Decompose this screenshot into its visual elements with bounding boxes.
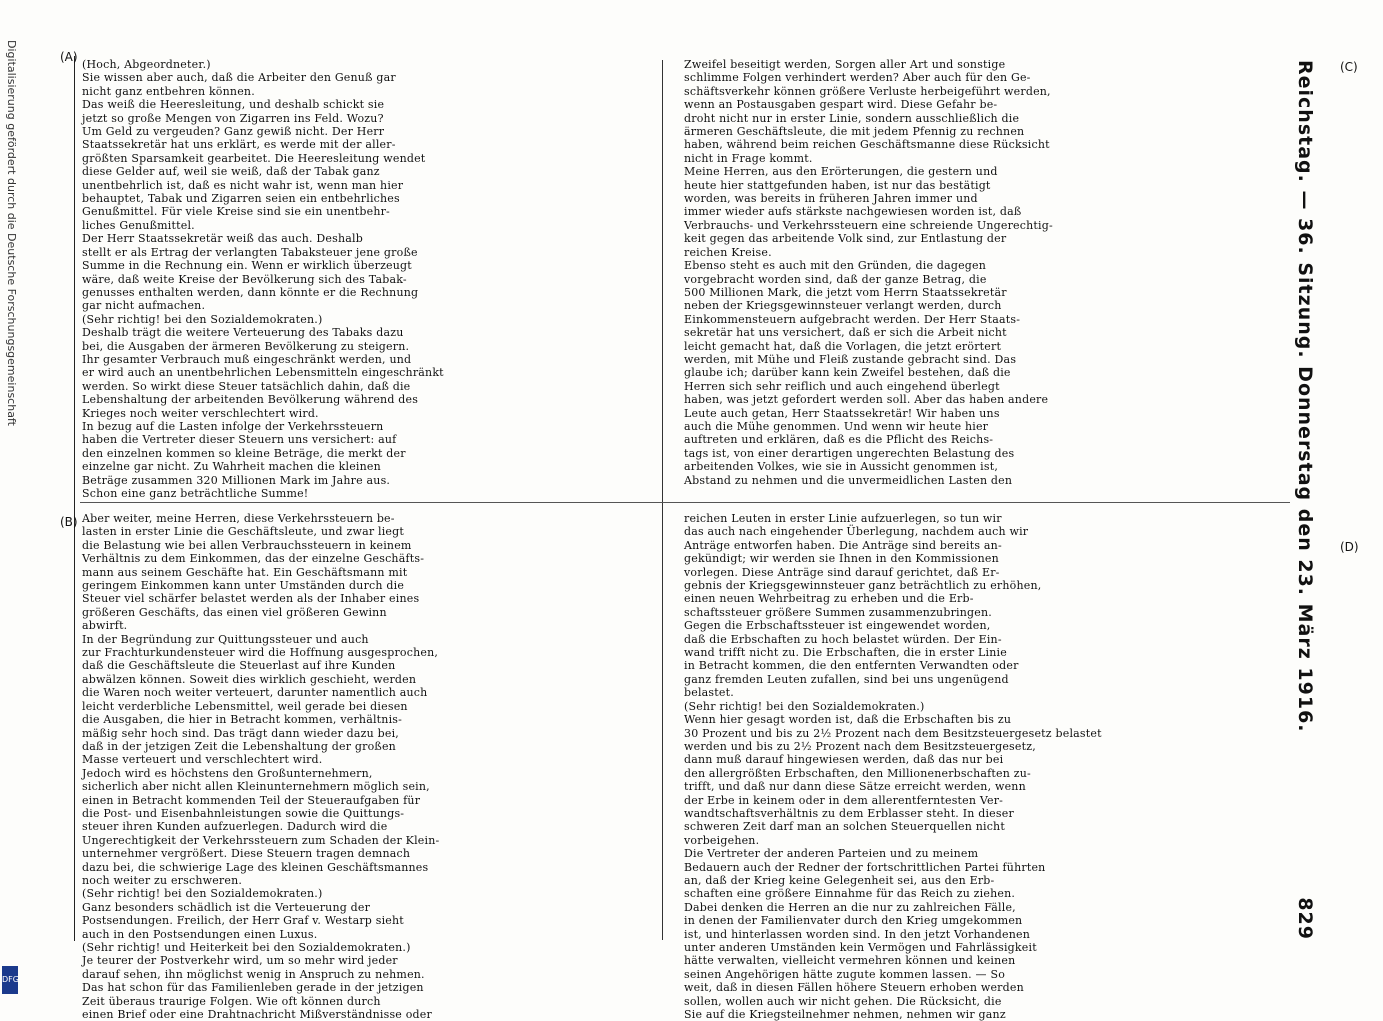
text-line: sicherlich aber nicht allen Kleinunternehmern möglich sein, (82, 780, 430, 794)
text-line: Abstand zu nehmen und die unvermeidlichen Lasten den (684, 473, 1013, 487)
text-line: neben der Kriegsgewinnsteuer verlangt werden, durch (684, 299, 1002, 313)
text-line: immer wieder aufs stärkste nachgewiesen worden ist, daß (684, 205, 1022, 219)
text-line: vorgebracht worden sind, daß der ganze Betrag, die (684, 272, 987, 286)
text-line: tags ist, von einer derartigen ungerechten Belastung des (684, 446, 1015, 460)
text-line: auftreten und erklären, daß es die Pflicht des Reichs- (684, 433, 994, 447)
text-line: Dabei denken die Herren an die nur zu zahlreichen Fälle, (684, 900, 1016, 914)
text-line: zur Frachturkundensteuer wird die Hoffnung ausgesprochen, (82, 646, 439, 660)
text-line: Um Geld zu vergeuden? Ganz gewiß nicht. Der Herr (82, 125, 385, 139)
text-line: lasten in erster Linie die Geschäftsleute, und zwar liegt (82, 525, 404, 539)
text-line: hätte verwalten, vielleicht vermehren können und keinen (684, 954, 1016, 968)
text-line: Beträge zusammen 320 Millionen Mark im Jahre aus. (82, 473, 391, 487)
text-line: Postsendungen. Freilich, der Herr Graf v. Westarp sieht (82, 914, 404, 928)
text-line: Steuer viel schärfer belastet werden als der Inhaber eines (82, 592, 420, 606)
text-line: Lebenshaltung der arbeitenden Bevölkerung während des (82, 393, 419, 407)
text-line: jetzt so große Mengen von Zigarren ins Feld. Wozu? (82, 111, 384, 125)
text-line: Genußmittel. Für viele Kreise sind sie ein unentbehr- (82, 205, 390, 219)
text-line: wäre, daß weite Kreise der Bevölkerung sich des Tabak- (82, 272, 407, 286)
text-line: Bedauern auch der Redner der fortschrittlichen Partei führten (684, 860, 1046, 874)
text-line: gar nicht aufmachen. (82, 299, 206, 313)
page-header (1290, 60, 1316, 940)
text-line: Herren sich sehr reiflich und auch eingehend überlegt (684, 379, 1000, 393)
text-line: Krieges noch weiter verschlechtert wird. (82, 406, 319, 420)
text-line: die Belastung wie bei allen Verbrauchssteuern in keinem (82, 538, 412, 552)
text-line: Sie wissen aber auch, daß die Arbeiter den Genuß gar (82, 71, 396, 85)
page-number: 829 (1294, 897, 1316, 940)
text-line: Verhältnis zu dem Einkommen, das der einzelne Geschäfts- (82, 552, 425, 566)
text-line: schaften eine größere Einnahme für das Reich zu ziehen. (684, 887, 1016, 901)
text-line: Deshalb trägt die weitere Verteuerung des Tabaks dazu (82, 326, 404, 340)
text-line: vorbeigehen. (684, 833, 760, 847)
text-line: werden und bis zu 2½ Prozent nach dem Besitzsteuergesetz, (684, 739, 1036, 753)
text-line: belastet. (684, 686, 734, 700)
digitization-text: Digitalisierung gefördert durch die Deutsche Forschungsgemeinschaft (5, 40, 18, 426)
text-line: (Sehr richtig! und Heiterkeit bei den Sozialdemokraten.) (82, 941, 411, 954)
text-line: darauf sehen, ihn möglichst wenig in Anspruch zu nehmen. (82, 967, 425, 981)
text-line: droht nicht nur in erster Linie, sondern ausschließlich die (684, 111, 1020, 125)
text-line: behauptet, Tabak und Zigarren seien ein entbehrliches (82, 192, 400, 206)
text-line: Je teurer der Postverkehr wird, um so mehr wird jeder (82, 954, 398, 968)
margin-mark-d: (D) (1340, 540, 1359, 554)
text-line: werden, mit Mühe und Fleiß zustande gebracht sind. Das (684, 352, 1017, 366)
text-line: auch in den Postsendungen einen Luxus. (82, 927, 318, 941)
margin-mark-c: (C) (1340, 60, 1358, 74)
text-line: ärmeren Geschäftsleute, die mit jedem Pfennig zu rechnen (684, 125, 1025, 139)
text-line: bei, die Ausgaben der ärmeren Bevölkerung zu steigern. (82, 339, 410, 353)
text-line: mann aus seinem Geschäfte hat. Ein Geschäftsmann mit (82, 565, 408, 579)
text-line: sekretär hat uns versichert, daß er sich die Arbeit nicht (684, 326, 1007, 340)
margin-mark-a: (A) (60, 50, 78, 64)
text-line: In der Begründung zur Quittungssteuer und auch (82, 632, 369, 646)
text-line: Sie auf die Kriegsteilnehmer nehmen, nehmen wir ganz (684, 1008, 1006, 1021)
text-line: Ihr gesamter Verbrauch muß eingeschränkt werden, und (82, 352, 412, 366)
text-line: leicht verderbliche Lebensmittel, weil gerade bei diesen (82, 699, 408, 713)
column-divider (662, 60, 663, 940)
text-line: einen Brief oder eine Drahtnachricht Mißverständnisse oder (82, 1008, 432, 1021)
text-line: schlimme Folgen verhindert werden? Aber auch für den Ge- (684, 71, 1031, 85)
text-line: schaftssteuer größere Summen zusammenzubringen. (684, 605, 992, 619)
text-line: ganz fremden Leuten zufallen, sind bei uns ungenügend (684, 672, 1009, 686)
text-line: dazu bei, die schwierige Lage des kleinen Geschäftsmannes (82, 860, 429, 874)
middle-divider (80, 502, 1290, 503)
text-line: nicht ganz entbehren können. (82, 84, 255, 98)
left-border-rule (74, 56, 75, 941)
text-line: reichen Leuten in erster Linie aufzuerlegen, so tun wir (684, 512, 1002, 525)
text-line: geringem Einkommen kann unter Umständen durch die (82, 579, 405, 593)
text-line: seinen Angehörigen hätte zugute kommen lassen. — So (684, 967, 1006, 981)
text-line: Das hat schon für das Familienleben gerade in der jetzigen (82, 981, 424, 995)
text-line: mäßig sehr hoch sind. Das trägt dann wieder dazu bei, (82, 726, 399, 740)
text-line: größten Sparsamkeit gearbeitet. Die Heeresleitung wendet (82, 151, 426, 165)
text-line: Einkommensteuern aufgebracht werden. Der Herr Staats- (684, 312, 1021, 326)
text-line: das auch nach eingehender Überlegung, nachdem auch wir (684, 525, 1029, 539)
text-line: die Post- und Eisenbahnleistungen sowie die Quittungs- (82, 806, 405, 820)
text-line: Ganz besonders schädlich ist die Verteuerung der (82, 900, 371, 914)
text-line: glaube ich; darüber kann kein Zweifel bestehen, daß die (684, 366, 1011, 380)
text-line: er wird auch an unentbehrlichen Lebensmitteln eingeschränkt (82, 366, 444, 380)
text-line: einzelne gar nicht. Zu Wahrheit machen die kleinen (82, 460, 381, 474)
column-left-bottom (82, 512, 642, 1021)
column-right-top (684, 58, 1284, 498)
text-line: 500 Millionen Mark, die jetzt vom Herrn Staatssekretär (684, 285, 1007, 299)
text-line: schäftsverkehr können größere Verluste herbeigeführt werden, (684, 84, 1051, 98)
text-line: wenn an Postausgaben gespart wird. Diese Gefahr be- (684, 98, 998, 112)
text-line: wand trifft nicht zu. Die Erbschaften, die in erster Linie (684, 646, 1007, 660)
text-line: (Sehr richtig! bei den Sozialdemokraten.) (82, 312, 323, 326)
text-line: in denen der Familienvater durch den Krieg umgekommen (684, 914, 1023, 928)
text-line: Ebenso steht es auch mit den Gründen, die dagegen (684, 259, 987, 273)
text-line: (Sehr richtig! bei den Sozialdemokraten.) (684, 699, 925, 713)
column-left-top (82, 58, 642, 498)
text-line: Wenn hier gesagt worden ist, daß die Erbschaften bis zu (684, 713, 1012, 727)
text-line: Meine Herren, aus den Erörterungen, die gestern und (684, 165, 998, 179)
text-line: abwälzen können. Soweit dies wirklich geschieht, werden (82, 672, 417, 686)
text-line: an, daß der Krieg keine Gelegenheit sei, aus den Erb- (684, 873, 995, 887)
text-line: worden, was bereits in früheren Jahren immer und (684, 192, 978, 206)
text-line: die Waren noch weiter verteuert, darunter namentlich auch (82, 686, 428, 700)
text-line: Zweifel beseitigt werden, Sorgen aller Art und sonstige (684, 58, 1006, 71)
text-line: Zeit überaus traurige Folgen. Wie oft können durch (82, 994, 381, 1008)
text-line: Jedoch wird es höchstens den Großunternehmern, (82, 766, 373, 780)
text-line: daß die Geschäftsleute die Steuerlast auf ihre Kunden (82, 659, 396, 673)
text-line: keit gegen das arbeitende Volk sind, zur Entlastung der (684, 232, 1007, 246)
text-line: diese Gelder auf, weil sie weiß, daß der Tabak ganz (82, 165, 380, 179)
text-line: werden. So wirkt diese Steuer tatsächlich dahin, daß die (82, 379, 411, 393)
text-line: gekündigt; wir werden sie Ihnen in den Kommissionen (684, 552, 999, 566)
text-line: heute hier stattgefunden haben, ist nur das bestätigt (684, 178, 991, 192)
text-line: gebnis der Kriegsgewinnsteuer ganz beträchtlich zu erhöhen, (684, 579, 1042, 593)
text-line: abwirft. (82, 619, 128, 633)
text-line: unternehmer vergrößert. Diese Steuern tragen demnach (82, 847, 411, 861)
text-line: trifft, und daß nur dann diese Sätze erreicht werden, wenn (684, 780, 1026, 794)
text-line: haben, was jetzt gefordert werden soll. Aber das haben andere (684, 393, 1049, 407)
column-right-bottom (684, 512, 1284, 1021)
text-line: Anträge entworfen haben. Die Anträge sind bereits an- (684, 538, 1002, 552)
text-line: Verbrauchs- und Verkehrssteuern eine schreiende Ungerechtig- (684, 218, 1053, 232)
text-line: 30 Prozent und bis zu 2½ Prozent nach dem Besitzsteuergesetz belastet (684, 726, 1102, 740)
text-line: leicht gemacht hat, daß die Vorlagen, die jetzt erörtert (684, 339, 1002, 353)
text-line: schweren Zeit darf man an solchen Steuerquellen nicht (684, 820, 1005, 834)
text-line: (Sehr richtig! bei den Sozialdemokraten.) (82, 887, 323, 901)
text-line: weit, daß in diesen Fällen höhere Steuern erhoben werden (684, 981, 1024, 995)
text-line: Summe in die Rechnung ein. Wenn er wirklich überzeugt (82, 259, 412, 273)
text-line: daß in der jetzigen Zeit die Lebenshaltung der großen (82, 739, 396, 753)
text-line: haben, während beim reichen Geschäftsmanne diese Rücksicht (684, 138, 1050, 152)
text-line: ist, und hinterlassen worden sind. In den jetzt Vorhandenen (684, 927, 1031, 941)
text-line: den einzelnen kommen so kleine Beträge, die merkt der (82, 446, 406, 460)
text-line: Masse verteuert und verschlechtert wird. (82, 753, 323, 767)
text-line: Aber weiter, meine Herren, diese Verkehrssteuern be- (82, 512, 395, 525)
text-line: Die Vertreter der anderen Parteien und zu meinem (684, 847, 979, 861)
dfg-logo: DFG (2, 966, 18, 994)
text-line: unentbehrlich ist, daß es nicht wahr ist, wenn man hier (82, 178, 404, 192)
text-line: Das weiß die Heeresleitung, und deshalb schickt sie (82, 98, 385, 112)
text-line: (Hoch, Abgeordneter.) (82, 58, 211, 71)
text-line: Ungerechtigkeit der Verkehrssteuern zum Schaden der Klein- (82, 833, 440, 847)
text-line: vorlegen. Diese Anträge sind darauf gerichtet, daß Er- (684, 565, 1000, 579)
text-line: steuer ihren Kunden aufzuerlegen. Dadurch wird die (82, 820, 388, 834)
text-line: arbeitenden Volkes, wie sie in Aussicht genommen ist, (684, 460, 999, 474)
margin-mark-b: (B) (60, 515, 78, 529)
text-line: die Ausgaben, die hier in Betracht kommen, verhältnis- (82, 713, 403, 727)
text-line: Der Herr Staatssekretär weiß das auch. Deshalb (82, 232, 363, 246)
text-line: sollen, wollen auch wir nicht gehen. Die Rücksicht, die (684, 994, 1002, 1008)
header-title: Reichstag. — 36. Sitzung. Donnerstag den 23. März 1916. (1294, 60, 1316, 733)
text-line: wandtschaftsverhältnis zu dem Erblasser steht. In dieser (684, 806, 1014, 820)
text-line: größeren Geschäfts, das einen viel größeren Gewinn (82, 605, 387, 619)
text-line: Gegen die Erbschaftssteuer ist eingewendet worden, (684, 619, 991, 633)
text-line: der Erbe in keinem oder in dem allerentferntesten Ver- (684, 793, 1004, 807)
text-line: Schon eine ganz beträchtliche Summe! (82, 487, 309, 500)
text-line: unter anderen Umständen kein Vermögen und Fahrlässigkeit (684, 941, 1037, 954)
text-line: stellt er als Ertrag der verlangten Tabaksteuer jene große (82, 245, 418, 259)
text-line: Staatssekretär hat uns erklärt, es werde mit der aller- (82, 138, 396, 152)
text-line: nicht in Frage kommt. (684, 151, 813, 165)
text-line: einen in Betracht kommenden Teil der Steueraufgaben für (82, 793, 421, 807)
text-line: auch die Mühe genommen. Und wenn wir heute hier (684, 419, 989, 433)
digitization-note (2, 40, 20, 980)
text-line: in Betracht kommen, die den entfernten Verwandten oder (684, 659, 1019, 673)
text-line: Leute auch getan, Herr Staatssekretär! Wir haben uns (684, 406, 1000, 420)
text-line: den allergrößten Erbschaften, den Millionenerbschaften zu- (684, 766, 1031, 780)
text-line: dann muß darauf hingewiesen werden, daß das nur bei (684, 753, 1004, 767)
text-line: genusses enthalten werden, dann könnte er die Rechnung (82, 285, 419, 299)
text-line: In bezug auf die Lasten infolge der Verkehrssteuern (82, 419, 384, 433)
text-line: reichen Kreise. (684, 245, 772, 259)
text-line: einen neuen Wehrbeitrag zu erheben und die Erb- (684, 592, 974, 606)
text-line: daß die Erbschaften zu hoch belastet würden. Der Ein- (684, 632, 1002, 646)
text-line: liches Genußmittel. (82, 218, 195, 232)
text-line: noch weiter zu erschweren. (82, 873, 243, 887)
text-line: haben die Vertreter dieser Steuern uns versichert: auf (82, 433, 397, 447)
